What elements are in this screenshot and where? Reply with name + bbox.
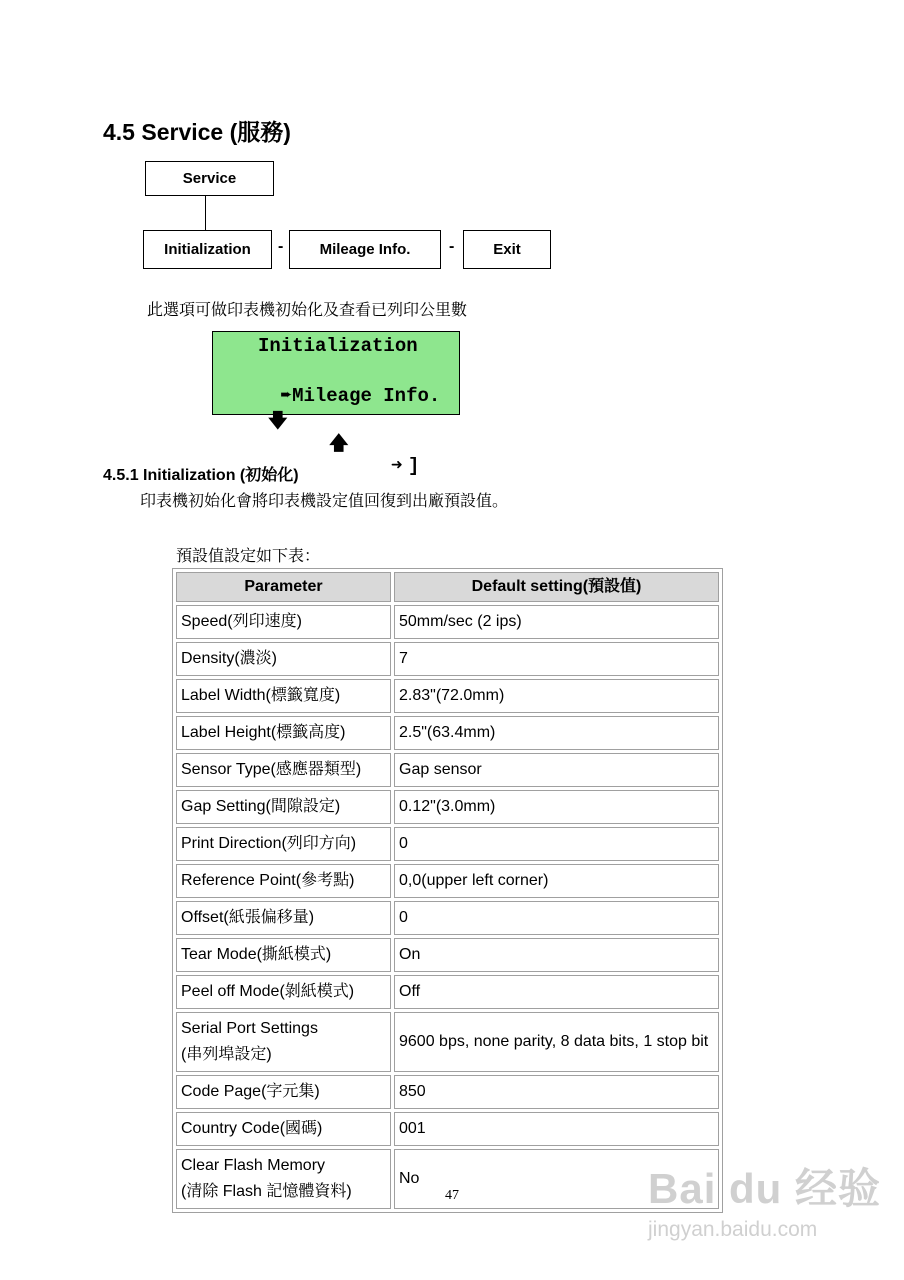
- subsection-title: 4.5.1 Initialization (初始化): [103, 467, 299, 484]
- table-row: [176, 1112, 719, 1146]
- table-row: [176, 975, 719, 1009]
- menu-tree-connector: [205, 195, 206, 231]
- default-value-cell: 2.5"(63.4mm): [394, 716, 719, 750]
- lcd-line-2: Mileage Info.: [292, 385, 441, 407]
- table-row: [176, 1075, 719, 1109]
- parameter-cell: Print Direction(列印方向): [176, 827, 391, 861]
- menu-node-mileage-info-label: Mileage Info.: [319, 241, 411, 258]
- parameter-cell: Country Code(國碼): [176, 1112, 391, 1146]
- parameter-cell: Serial Port Settings (串列埠設定): [176, 1012, 391, 1072]
- down-arrow-icon: 🡇: [268, 411, 288, 433]
- up-arrow-icon: 🡅: [329, 433, 349, 455]
- default-value-cell: 9600 bps, none parity, 8 data bits, 1 stop bit: [394, 1012, 719, 1072]
- menu-node-initialization: [143, 230, 272, 269]
- lcd-enter-bracket: ]: [408, 455, 420, 477]
- table-header-row: [176, 572, 719, 602]
- lcd-line-1: Initialization: [258, 335, 418, 357]
- lcd-display: [212, 331, 460, 477]
- default-value-cell: Gap sensor: [394, 753, 719, 787]
- watermark-url: jingyan.baidu.com: [648, 1218, 818, 1241]
- watermark-brand: Bai du 经验: [648, 1165, 882, 1212]
- default-value-cell: Off: [394, 975, 719, 1009]
- default-value-cell: 0: [394, 827, 719, 861]
- menu-node-initialization-label: Initialization: [164, 241, 251, 258]
- table-row: [176, 827, 719, 861]
- default-value-cell: 001: [394, 1112, 719, 1146]
- table-row: [176, 679, 719, 713]
- parameter-cell: Label Width(標籤寬度): [176, 679, 391, 713]
- default-value-cell: 850: [394, 1075, 719, 1109]
- page-number: 47: [445, 1188, 459, 1203]
- table-row: [176, 716, 719, 750]
- selection-arrow-icon: ➨: [280, 385, 293, 407]
- menu-separator: -: [449, 238, 455, 255]
- default-value-cell: 0: [394, 901, 719, 935]
- parameter-cell: Peel off Mode(剝紙模式): [176, 975, 391, 1009]
- baidu-watermark: [640, 1142, 882, 1272]
- parameter-cell: Sensor Type(感應器類型): [176, 753, 391, 787]
- menu-node-mileage-info: [289, 230, 441, 269]
- parameter-cell: Label Height(標籤高度): [176, 716, 391, 750]
- default-value-cell: 2.83"(72.0mm): [394, 679, 719, 713]
- table-row: [176, 938, 719, 972]
- parameter-cell: Tear Mode(撕紙模式): [176, 938, 391, 972]
- table-row: [176, 901, 719, 935]
- menu-node-service: [145, 161, 274, 196]
- table-row: [176, 753, 719, 787]
- header-parameter: Parameter: [176, 572, 391, 602]
- default-value-cell: 7: [394, 642, 719, 676]
- parameter-cell: Code Page(字元集): [176, 1075, 391, 1109]
- default-settings-table: [172, 568, 723, 1213]
- header-default-setting: Default setting(預設值): [394, 572, 719, 602]
- menu-node-exit: [463, 230, 551, 269]
- table-caption: 預設值設定如下表：: [176, 548, 321, 565]
- menu-description: 此選項可做印表機初始化及查看已列印公里數: [147, 302, 468, 319]
- table-row: [176, 605, 719, 639]
- default-value-cell: 50mm/sec (2 ips): [394, 605, 719, 639]
- default-value-cell: On: [394, 938, 719, 972]
- parameter-cell: Gap Setting(間隙設定): [176, 790, 391, 824]
- default-value-cell: 0.12"(3.0mm): [394, 790, 719, 824]
- parameter-cell: Clear Flash Memory (清除 Flash 記憶體資料): [176, 1149, 391, 1209]
- default-value-cell: 0,0(upper left corner): [394, 864, 719, 898]
- parameter-cell: Density(濃淡): [176, 642, 391, 676]
- table-row: [176, 642, 719, 676]
- section-title: 4.5 Service (服務): [103, 119, 291, 145]
- table-row: [176, 864, 719, 898]
- table-row: [176, 790, 719, 824]
- parameter-cell: Speed(列印速度): [176, 605, 391, 639]
- parameter-cell: Reference Point(參考點): [176, 864, 391, 898]
- menu-node-service-label: Service: [182, 170, 237, 187]
- default-value-cell: No: [394, 1149, 719, 1209]
- menu-node-exit-label: Exit: [493, 241, 521, 258]
- enter-arrow-icon: ➜: [391, 455, 403, 477]
- subsection-description: 印表機初始化會將印表機設定值回復到出廠預設值。: [140, 493, 509, 510]
- parameter-cell: Offset(紙張偏移量): [176, 901, 391, 935]
- table-body: [176, 605, 719, 1209]
- menu-separator: -: [278, 238, 284, 255]
- table-row: [176, 1012, 719, 1072]
